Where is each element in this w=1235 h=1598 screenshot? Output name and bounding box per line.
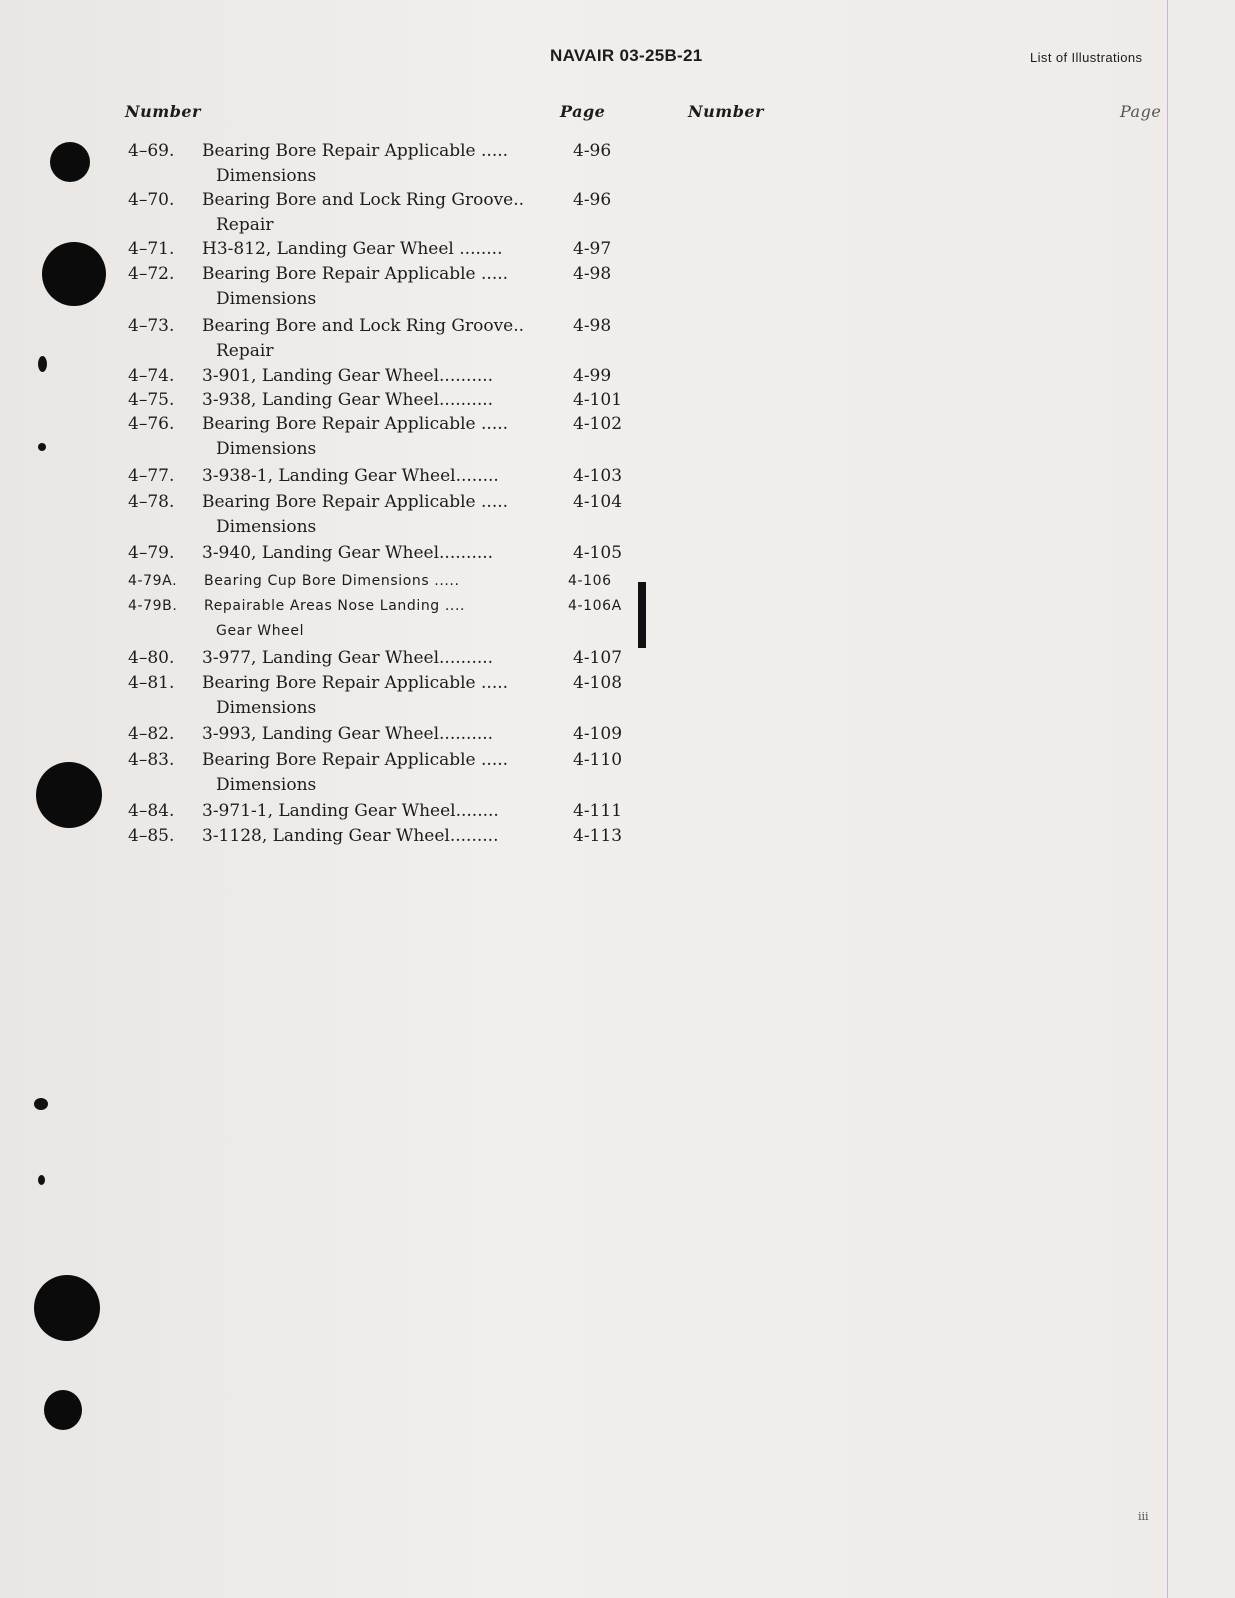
figure-title: 3-938-1, Landing Gear Wheel........ [202, 466, 499, 486]
page-folio: iii [1138, 1510, 1149, 1523]
page-ref: 4-109 [573, 724, 623, 744]
figure-title-continued: Dimensions [216, 698, 317, 718]
list-item [0, 798, 660, 823]
margin-rule [1167, 0, 1168, 1598]
page-ref: 4-101 [573, 390, 623, 410]
list-item [0, 138, 660, 187]
section-title: List of Illustrations [1030, 50, 1143, 65]
figure-number: 4–77. [128, 466, 175, 486]
figure-title: 3-1128, Landing Gear Wheel......... [202, 826, 499, 846]
figure-title: Bearing Bore Repair Applicable ..... [202, 673, 509, 693]
column-header-number: Number [125, 102, 201, 121]
figure-title: 3-977, Landing Gear Wheel.......... [202, 648, 494, 668]
page-ref: 4-106A [568, 598, 622, 614]
page-ref: 4-96 [573, 190, 612, 210]
list-item [0, 747, 660, 798]
list-item [0, 645, 660, 670]
page-ref: 4-97 [573, 239, 612, 259]
figure-title: Bearing Bore Repair Applicable ..... [202, 264, 509, 284]
paper-speck [38, 1175, 45, 1185]
page-ref: 4-96 [573, 141, 612, 161]
page-ref: 4-107 [573, 648, 623, 668]
page-ref: 4-99 [573, 366, 612, 386]
figure-number: 4–83. [128, 750, 175, 770]
figure-title: Bearing Bore and Lock Ring Groove.. [202, 190, 525, 210]
page-ref: 4-113 [573, 826, 623, 846]
figure-title: Bearing Bore Repair Applicable ..... [202, 750, 509, 770]
figure-title-continued: Dimensions [216, 289, 317, 309]
figure-title-continued: Repair [216, 215, 274, 235]
page-ref: 4-98 [573, 316, 612, 336]
figure-title: Bearing Bore Repair Applicable ..... [202, 141, 509, 161]
figure-title-continued: Gear Wheel [216, 623, 305, 639]
list-item [0, 568, 660, 593]
figure-number: 4–72. [128, 264, 175, 284]
figure-title-continued: Repair [216, 341, 274, 361]
list-item [0, 823, 660, 849]
figure-title: H3-812, Landing Gear Wheel ........ [202, 239, 503, 259]
column-header-number-right: Number [688, 102, 764, 121]
page-ref: 4-104 [573, 492, 623, 512]
paper-speck [34, 1098, 48, 1110]
list-item [0, 670, 660, 721]
page-ref: 4-98 [573, 264, 612, 284]
list-item [0, 540, 660, 568]
figure-title: 3-993, Landing Gear Wheel.......... [202, 724, 494, 744]
figure-number: 4–70. [128, 190, 175, 210]
figure-title: 3-940, Landing Gear Wheel.......... [202, 543, 494, 563]
list-item [0, 721, 660, 747]
figure-number: 4–85. [128, 826, 175, 846]
page-ref: 4-103 [573, 466, 623, 486]
punch-hole [34, 1275, 100, 1341]
figure-title: Bearing Cup Bore Dimensions ..... [204, 573, 460, 589]
list-item [0, 489, 660, 540]
column-header-page: Page [560, 102, 606, 121]
figure-number: 4–79. [128, 543, 175, 563]
page-ref: 4-102 [573, 414, 623, 434]
figure-title: 3-971-1, Landing Gear Wheel........ [202, 801, 499, 821]
figure-title: Bearing Bore Repair Applicable ..... [202, 492, 509, 512]
list-item [0, 463, 660, 489]
page-ref: 4-108 [573, 673, 623, 693]
page-ref: 4-105 [573, 543, 623, 563]
figure-number: 4–74. [128, 366, 175, 386]
figure-title: 3-938, Landing Gear Wheel.......... [202, 390, 494, 410]
figure-number: 4–71. [128, 239, 175, 259]
figure-number: 4-79B. [128, 598, 178, 614]
page-ref: 4-106 [568, 573, 612, 589]
figure-number: 4–84. [128, 801, 175, 821]
figure-title: Repairable Areas Nose Landing .... [204, 598, 466, 614]
figure-title: Bearing Bore and Lock Ring Groove.. [202, 316, 525, 336]
figure-number: 4-79A. [128, 573, 178, 589]
list-item [0, 387, 660, 411]
list-item [0, 313, 660, 363]
figure-number: 4–81. [128, 673, 175, 693]
figure-number: 4–76. [128, 414, 175, 434]
figure-title-continued: Dimensions [216, 517, 317, 537]
figure-title-continued: Dimensions [216, 166, 317, 186]
column-header-page-right: Page [1120, 102, 1162, 121]
list-item [0, 236, 660, 261]
figure-number: 4–82. [128, 724, 175, 744]
figure-number: 4–69. [128, 141, 175, 161]
figure-number: 4–78. [128, 492, 175, 512]
figure-number: 4–75. [128, 390, 175, 410]
figure-title: 3-901, Landing Gear Wheel.......... [202, 366, 494, 386]
list-item [0, 411, 660, 463]
list-item [0, 593, 660, 645]
list-item [0, 187, 660, 236]
list-item [0, 363, 660, 387]
figure-number: 4–73. [128, 316, 175, 336]
document-number: NAVAIR 03-25B-21 [550, 46, 703, 65]
figure-title: Bearing Bore Repair Applicable ..... [202, 414, 509, 434]
illustration-list [0, 138, 660, 849]
list-item [0, 261, 660, 313]
page-ref: 4-110 [573, 750, 623, 770]
figure-title-continued: Dimensions [216, 439, 317, 459]
page-ref: 4-111 [573, 801, 623, 821]
figure-title-continued: Dimensions [216, 775, 317, 795]
figure-number: 4–80. [128, 648, 175, 668]
punch-hole [44, 1390, 82, 1430]
